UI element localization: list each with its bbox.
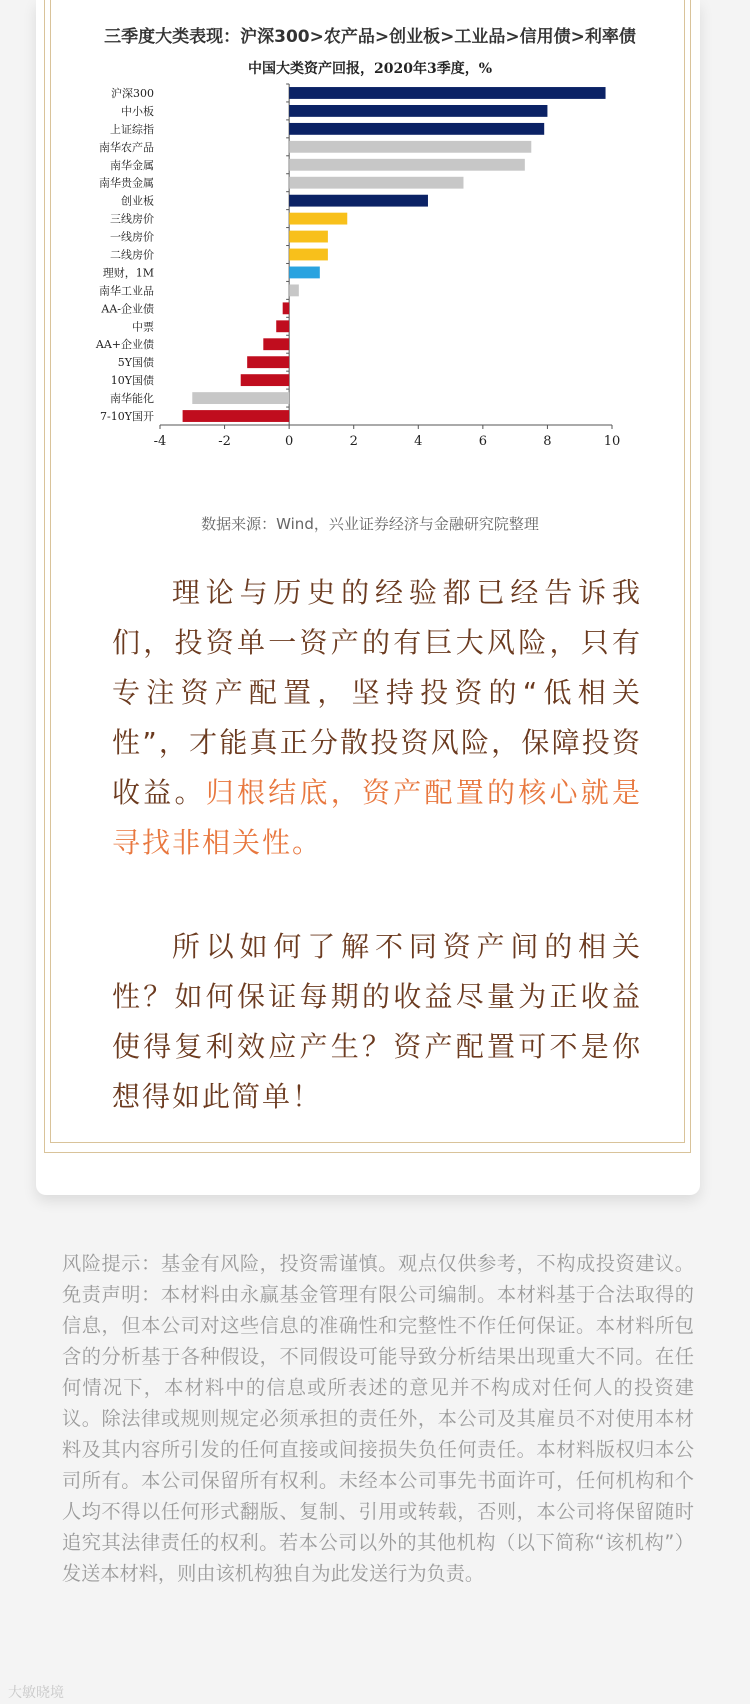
chart-subtitle: 中国大类资产回报，2020年3季度，% — [247, 61, 492, 77]
bar-14 — [263, 338, 289, 350]
bar-2 — [289, 123, 544, 135]
category-label: 一线房价 — [110, 230, 154, 244]
frame-right-outer — [690, 0, 691, 1152]
frame-left-inner — [50, 0, 51, 1142]
chart-title: 三季度大类表现：沪深300>农产品>创业板>工业品>信用债>利率债 — [104, 27, 636, 47]
paragraph-2 — [112, 922, 642, 1122]
bar-6 — [289, 195, 428, 207]
frame-bottom-inner — [50, 1142, 685, 1143]
category-label: 南华工业品 — [99, 284, 154, 298]
bar-18 — [183, 410, 290, 422]
bar-0 — [289, 87, 605, 99]
bar-16 — [241, 374, 289, 386]
x-tick-label: 8 — [543, 434, 552, 449]
frame-right-inner — [684, 0, 685, 1142]
bar-8 — [289, 231, 328, 243]
bar-7 — [289, 213, 347, 225]
category-label: 南华农产品 — [99, 140, 154, 154]
bar-9 — [289, 249, 328, 261]
x-tick-label: -2 — [218, 434, 231, 449]
bar-3 — [289, 141, 531, 153]
paragraph-1-text: 理论与历史的经验都已经告诉我们，投资单一资产的有巨大风险，只有专注资产配置，坚持投资的“低相关性”，才能真正分散投资风险，保障投资收益。 — [112, 576, 642, 809]
category-label: 三线房价 — [110, 212, 154, 226]
chart-source: 数据来源：Wind，兴业证券经济与金融研究院整理 — [201, 515, 539, 533]
category-label: 上证综指 — [110, 122, 154, 136]
category-label: 7-10Y国开 — [100, 410, 154, 424]
category-label: 二线房价 — [110, 248, 154, 262]
category-label: AA-企业债 — [101, 302, 154, 316]
paragraph-1-highlight: 归根结底，资产配置的核心就是寻找非相关性。 — [112, 776, 642, 859]
category-label: 南华金属 — [110, 158, 154, 172]
bar-12 — [283, 302, 289, 314]
category-label: 南华能化 — [110, 392, 154, 406]
watermark: 大敏晓境 — [8, 1685, 64, 1701]
frame-left-outer — [44, 0, 45, 1152]
x-tick-label: 2 — [349, 434, 358, 449]
category-label: 中票 — [132, 320, 154, 334]
x-tick-label: 4 — [414, 434, 423, 449]
bar-1 — [289, 105, 547, 117]
bar-5 — [289, 177, 463, 189]
bar-11 — [289, 284, 299, 296]
category-label: 南华贵金属 — [99, 176, 154, 190]
bar-chart — [60, 80, 680, 500]
category-label: 创业板 — [121, 194, 154, 208]
paragraph-2-text: 所以如何了解不同资产间的相关性？如何保证每期的收益尽量为正收益使得复利效应产生？资产配置可不是你想得如此简单！ — [112, 930, 642, 1113]
x-tick-label: -4 — [153, 434, 167, 449]
frame-bottom-outer — [44, 1152, 691, 1153]
category-label: 沪深300 — [111, 86, 154, 100]
bar-4 — [289, 159, 525, 171]
bar-17 — [192, 392, 289, 404]
category-label: 10Y国债 — [110, 374, 154, 388]
risk-disclaimer: 风险提示：基金有风险，投资需谨慎。观点仅供参考，不构成投资建议。免责声明：本材料由永赢基金管理有限公司编制。本材料基于合法取得的信息，但本公司对这些信息的准确性和完整性不作任何保证。本材料所包含的分析基于各种假设，不同假设可能导致分析结果出现重大不同。在任何情况下，本材料中的信息或所表述的意见并不构成对任何人的投资建议。除法律或规则规定必须承担的责任外，本公司及其雇员不对使用本材料及其内容所引发的任何直接或间接损失负任何责任。本材料版权归本公司所有。本公司保留所有权利。未经本公司事先书面许可，任何机构和个人均不得以任何形式翻版、复制、引用或转载，否则，本公司将保留随时追究其法律责任的权利。若本公司以外的其他机构（以下简称“该机构”）发送本材料，则由该机构独自为此发送行为负责。 — [62, 1252, 694, 1585]
bar-15 — [247, 356, 289, 368]
paragraph-1 — [112, 568, 642, 868]
x-tick-label: 10 — [603, 434, 621, 449]
x-tick-label: 0 — [285, 434, 294, 449]
category-label: AA+企业债 — [95, 338, 154, 352]
category-label: 中小板 — [121, 104, 154, 118]
bar-13 — [276, 320, 289, 332]
category-label: 5Y国债 — [117, 356, 154, 370]
category-label: 理财，1M — [102, 266, 154, 280]
x-tick-label: 6 — [478, 434, 487, 449]
bar-10 — [289, 267, 320, 279]
